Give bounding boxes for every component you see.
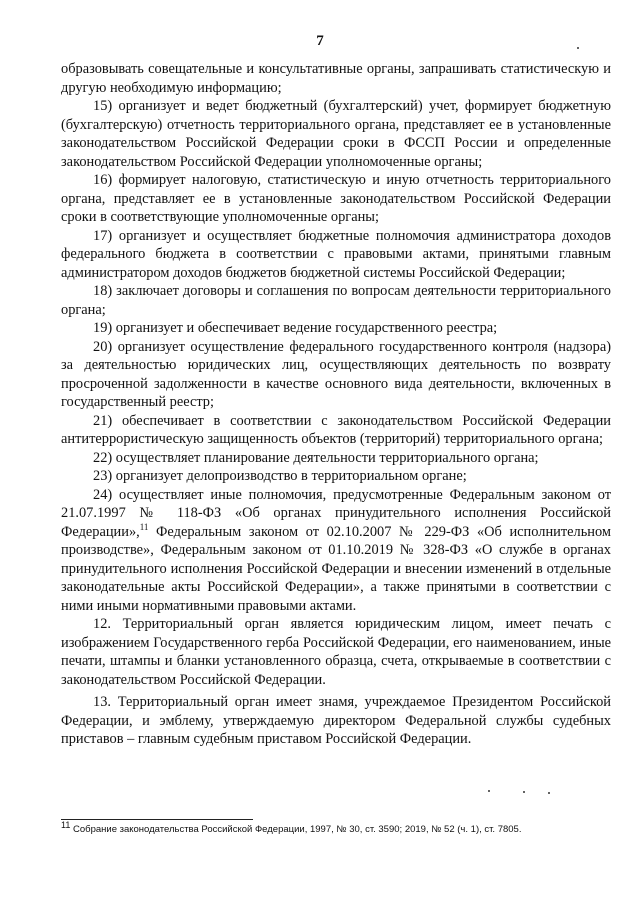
footnote-mark: 11 [61,819,71,830]
paragraph-24-text-a: 24) осуществляет иные полномочия, предусмотренные Федеральным законом от 21.07.1997 № 118-ФЗ «Об органах принудительного исполнения Российской Федерации», [61,486,611,540]
paragraph-24-text-b: Федеральным законом от 02.10.2007 № 229-ФЗ «Об исполнительном производстве», Федеральным законом от 01.10.2019 № 328-ФЗ «О службе в органах принудительного исполнения Российской Федерации и внесении изменений в отдельные законодательные акты Российской Федерации», а также принятыми в соответствии с ними иными нормативными правовыми актами. [61,523,611,614]
paragraph-22: 22) осуществляет планирование деятельности территориального органа; [93,449,539,466]
footnote-text: Собрание законодательства Российской Федерации, 1997, № 30, ст. 3590; 2019, № 52 (ч. 1), ст. 7805. [70,824,522,835]
paragraph-13: 13. Территориальный орган имеет знамя, учреждаемое Президентом Российской Федерации, и эмблему, утверждаемую директором Федеральной службы судебных приставов – главным судебным приставом Российской Федерации. [61,694,611,747]
paragraph-18: 18) заключает договоры и соглашения по вопросам деятельности территориального органа; [61,283,611,318]
footnote [61,819,621,836]
page-number: 7 [316,33,324,49]
paragraph-15: 15) организует и ведет бюджетный (бухгалтерский) учет, формирует бюджетную (бухгалтерскую) отчетность территориального органа, представляет ее в установленные законодательством Российской Федерации сроки в ФССП России и определенные законодательством Российской Федерации уполномоченные органы; [61,98,611,170]
scan-speck [577,47,579,49]
paragraph-16: 16) формирует налоговую, статистическую и иную отчетность территориального органа, представляет ее в установленные законодательством Российской Федерации сроки в соответствующие уполномоченные органы; [61,172,611,225]
scan-speck [523,791,525,793]
paragraph-19: 19) организует и обеспечивает ведение государственного реестра; [93,320,498,336]
footnote-separator [61,819,253,820]
paragraph-12: 12. Территориальный орган является юридическим лицом, имеет печать с изображением Государственного герба Российской Федерации, его наименованием, иные печати, штампы и бланки установленного образца, счета, открываемые в соответствии с законодательством Российской Федерации. [61,616,611,688]
paragraph-17: 17) организует и осуществляет бюджетные полномочия администратора доходов федерального бюджета в соответствии с правовыми актами, принятыми главным администратором доходов бюджетов бюджетной системы Российской Федерации; [61,227,611,281]
paragraph-23: 23) организует делопроизводство в территориальном органе; [93,468,467,484]
paragraph-24 [61,486,611,616]
scan-speck [548,792,550,794]
paragraph-14-continuation: образовывать совещательные и консультативные органы, запрашивать статистическую и другую необходимую информацию; [61,61,611,96]
scan-speck [488,790,490,792]
paragraph-20: 20) организует осуществление федерального государственного контроля (надзора) за деятельностью юридических лиц, осуществляющих деятельность по возврату просроченной задолженности в качестве основного вида деятельности, включенных в государственный реестр; [61,338,611,410]
footnote-reference: 11 [139,521,149,532]
document-body [61,60,611,749]
paragraph-21: 21) обеспечивает в соответствии с законодательством Российской Федерации антитеррористическую защищенность объектов (территорий) территориального органа; [61,412,611,447]
